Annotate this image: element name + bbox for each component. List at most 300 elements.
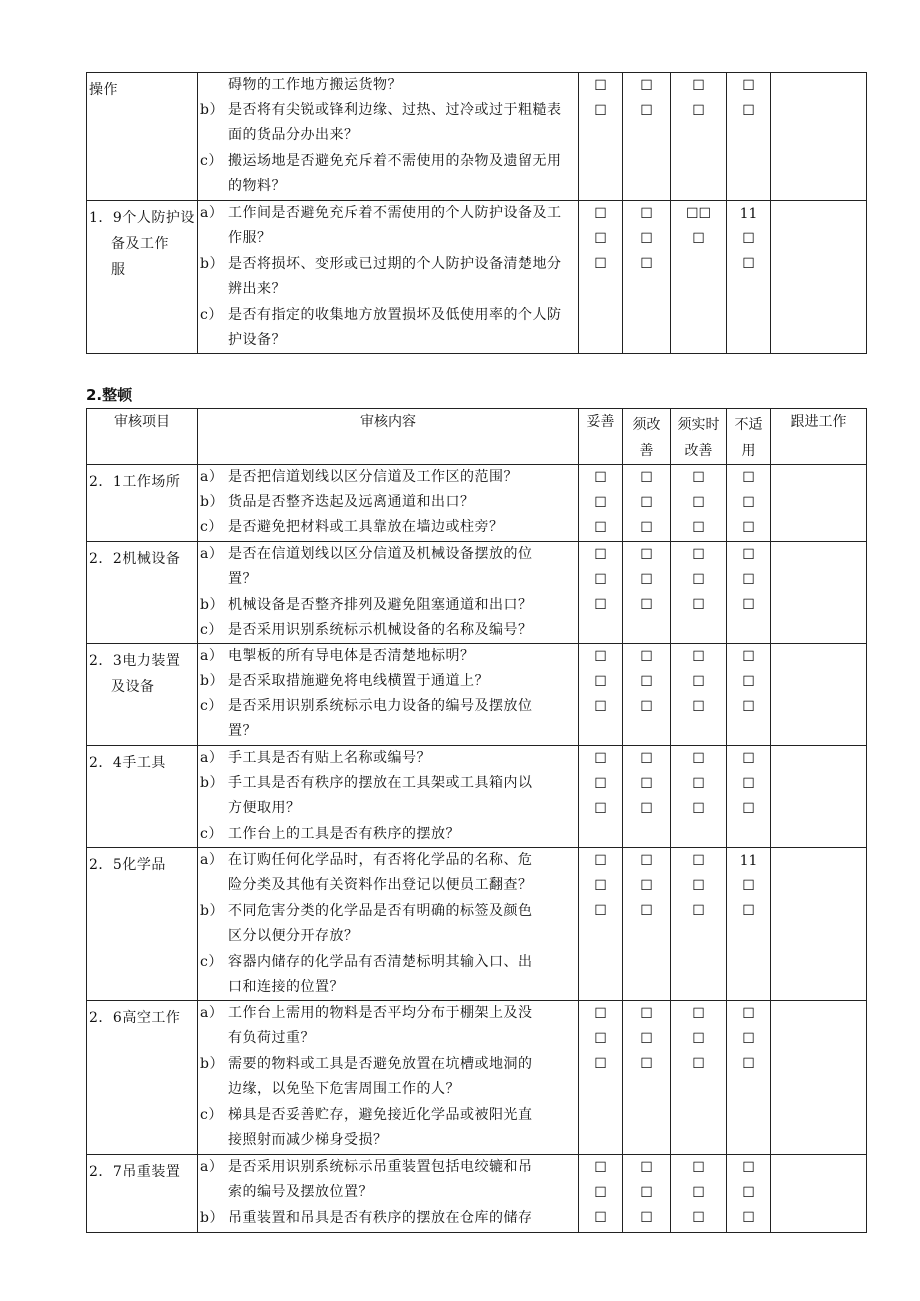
checkbox-immediate-improvement-cell	[671, 542, 727, 644]
checkbox-needs-improvement-cell	[623, 644, 671, 746]
checkbox-ok-cell	[579, 848, 623, 1001]
checkbox-needs-improvement[interactable]: ☐	[640, 547, 653, 563]
checkbox-needs-improvement[interactable]: ☐	[640, 1006, 653, 1022]
checkbox-immediate-improvement[interactable]: ☐	[692, 878, 705, 894]
question-label: c）	[200, 1107, 223, 1123]
checkbox-immediate-improvement[interactable]: ☐	[692, 1031, 705, 1047]
question-label: b）	[200, 494, 224, 510]
audit-question-line	[198, 950, 578, 975]
audit-content	[198, 1155, 579, 1233]
audit-question-line	[198, 123, 578, 148]
checkbox-ok[interactable]: ☐	[594, 674, 607, 690]
checkbox-ok[interactable]: ☐	[594, 649, 607, 665]
checkbox-immediate-improvement-cell	[671, 746, 727, 848]
question-label: c）	[200, 153, 223, 169]
checkbox-needs-improvement-cell	[623, 1155, 671, 1233]
audit-content	[198, 201, 579, 354]
table-row	[87, 542, 867, 644]
audit-item-text: 2．1工作场所	[89, 474, 181, 490]
audit-question-line	[198, 669, 578, 694]
audit-question-line	[198, 924, 578, 949]
audit-question-line	[198, 746, 578, 771]
checkbox-not-applicable[interactable]: ☐	[742, 1031, 755, 1047]
audit-question-line	[198, 1103, 578, 1128]
checkbox-needs-improvement[interactable]: ☐	[640, 853, 653, 869]
question-text: 的物料？	[228, 178, 286, 194]
question-text: 接照射而减少梯身受损？	[228, 1132, 388, 1148]
question-label: b）	[200, 775, 224, 791]
audit-question-line	[198, 1001, 578, 1026]
question-text: 是否采用识别系统标示机械设备的名称及编号？	[228, 622, 533, 638]
follow-up-cell[interactable]	[771, 73, 867, 201]
question-text: 有负荷过重？	[228, 1030, 315, 1046]
question-text: 工作台上需用的物料是否平均分布于棚架上及没	[228, 1005, 533, 1021]
checkbox-ok[interactable]: ☐	[594, 751, 607, 767]
question-text: 口和连接的位置？	[228, 979, 344, 995]
checkbox-ok[interactable]: ☐	[594, 1210, 607, 1226]
header-ok: 妥善	[579, 409, 623, 465]
checkbox-immediate-improvement[interactable]: ☐	[692, 649, 705, 665]
checkbox-ok[interactable]: ☐	[594, 853, 607, 869]
question-text: 需要的物料或工具是否避免放置在坑槽或地洞的	[228, 1056, 533, 1072]
header-need-improve: 须改 善	[623, 409, 671, 465]
checkbox-ok-cell	[579, 465, 623, 542]
audit-question-line	[198, 567, 578, 592]
checkbox-immediate-improvement[interactable]: ☐	[692, 470, 705, 486]
checkbox-ok[interactable]: ☐	[594, 495, 607, 511]
checkbox-needs-improvement[interactable]: ☐	[640, 649, 653, 665]
audit-item	[87, 73, 198, 201]
audit-question-line	[198, 1206, 578, 1231]
checkbox-immediate-improvement-cell	[671, 848, 727, 1001]
checkbox-immediate-improvement[interactable]: ☐	[692, 495, 705, 511]
checkbox-needs-improvement[interactable]: ☐	[640, 103, 653, 119]
checkbox-immediate-improvement[interactable]: ☐	[692, 1056, 705, 1072]
checkbox-needs-improvement[interactable]: ☐	[640, 470, 653, 486]
checkbox-ok[interactable]: ☐	[594, 206, 607, 222]
audit-content	[198, 746, 579, 848]
checkbox-needs-improvement-cell	[623, 1001, 671, 1155]
checkbox-needs-improvement[interactable]: ☐	[640, 1185, 653, 1201]
checkbox-needs-improvement[interactable]: ☐	[640, 206, 653, 222]
checkbox-not-applicable[interactable]: ☐	[742, 903, 755, 919]
checkbox-immediate-improvement[interactable]: ☐	[692, 699, 705, 715]
table-row	[87, 644, 867, 746]
checkbox-needs-improvement-cell	[623, 73, 671, 201]
question-label: a）	[200, 205, 224, 221]
checkbox-immediate-improvement[interactable]: ☐	[692, 1185, 705, 1201]
checkbox-ok[interactable]: ☐	[594, 1185, 607, 1201]
audit-question-line	[198, 694, 578, 719]
audit-question-line	[198, 252, 578, 277]
checkbox-needs-improvement[interactable]: ☐	[640, 78, 653, 94]
question-label: a）	[200, 852, 224, 868]
audit-question-line	[198, 1155, 578, 1180]
checkbox-ok-cell	[579, 746, 623, 848]
audit-question-line	[198, 899, 578, 924]
question-label: b）	[200, 1056, 224, 1072]
question-text: 作服？	[228, 230, 272, 246]
checkbox-immediate-improvement[interactable]: ☐	[692, 597, 705, 613]
checkbox-ok[interactable]: ☐	[594, 878, 607, 894]
audit-question-line	[198, 226, 578, 251]
checkbox-immediate-improvement[interactable]: ☐	[692, 520, 705, 536]
checkbox-needs-improvement-cell	[623, 465, 671, 542]
follow-up-cell[interactable]	[771, 644, 867, 746]
audit-item-text: 2．3电力装置	[89, 653, 181, 669]
audit-content	[198, 848, 579, 1001]
header-content: 审核内容	[198, 409, 579, 465]
checkbox-ok[interactable]: ☐	[594, 1006, 607, 1022]
audit-question-line	[198, 465, 578, 490]
question-text: 工作台上的工具是否有秩序的摆放？	[228, 826, 460, 842]
audit-item-text: 备及工作	[111, 236, 169, 252]
checkbox-needs-improvement[interactable]: ☐	[640, 751, 653, 767]
checkbox-needs-improvement[interactable]: ☐	[640, 1056, 653, 1072]
audit-question-line	[198, 593, 578, 618]
question-text: 在订购任何化学品时，有否将化学品的名称、危	[228, 852, 533, 868]
question-text: 工作间是否避免充斥着不需使用的个人防护设备及工	[228, 205, 562, 221]
question-text: 面的货品分办出来？	[228, 127, 359, 143]
checkbox-needs-improvement[interactable]: ☐	[640, 495, 653, 511]
checkbox-needs-improvement[interactable]: ☐	[640, 903, 653, 919]
question-text: 区分以便分开存放？	[228, 928, 359, 944]
checkbox-ok-cell	[579, 542, 623, 644]
question-text: 是否采取措施避免将电线横置于通道上？	[228, 673, 489, 689]
question-label: c）	[200, 954, 223, 970]
checkbox-immediate-improvement-cell	[671, 644, 727, 746]
question-label: a）	[200, 648, 224, 664]
audit-item	[87, 542, 198, 644]
question-text: 是否有指定的收集地方放置损坏及低使用率的个人防	[228, 307, 562, 323]
checkbox-not-applicable[interactable]: ☐	[742, 776, 755, 792]
checkbox-not-applicable-cell	[727, 746, 771, 848]
checkbox-needs-improvement[interactable]: ☐	[640, 256, 653, 272]
audit-question-line	[198, 796, 578, 821]
header-follow-up: 跟进工作	[771, 409, 867, 465]
table-row	[87, 848, 867, 1001]
question-label: b）	[200, 256, 224, 272]
audit-item	[87, 201, 198, 354]
question-text: 搬运场地是否避免充斥着不需使用的杂物及遗留无用	[228, 153, 562, 169]
checkbox-not-applicable-cell	[727, 1155, 771, 1233]
checkbox-immediate-improvement[interactable]: ☐	[692, 572, 705, 588]
audit-item	[87, 1001, 198, 1155]
checkbox-immediate-improvement[interactable]: ☐	[692, 751, 705, 767]
table-header-row	[87, 409, 867, 465]
question-label: b）	[200, 597, 224, 613]
checkbox-not-applicable[interactable]: ☐	[742, 649, 755, 665]
audit-content	[198, 644, 579, 746]
question-label: c）	[200, 826, 223, 842]
question-text: 梯具是否妥善贮存，避免接近化学品或被阳光直	[228, 1107, 533, 1123]
checkbox-immediate-improvement[interactable]: ☐	[692, 547, 705, 563]
audit-question-line	[198, 719, 578, 744]
audit-item-text: 2．2机械设备	[89, 551, 181, 567]
question-label: b）	[200, 673, 224, 689]
audit-question-line	[198, 1077, 578, 1102]
audit-item-text: 及设备	[111, 679, 155, 695]
header-not-applicable: 不适 用	[727, 409, 771, 465]
checkbox-not-applicable-cell	[727, 201, 771, 354]
audit-item-text: 2．6高空工作	[89, 1010, 181, 1026]
checkbox-not-applicable[interactable]: ☐	[742, 1210, 755, 1226]
checkbox-ok[interactable]: ☐	[594, 78, 607, 94]
question-text: 容器内储存的化学品有否清楚标明其输入口、出	[228, 954, 533, 970]
question-label: a）	[200, 469, 224, 485]
header-item: 审核项目	[87, 409, 198, 465]
checkbox-ok[interactable]: ☐	[594, 1031, 607, 1047]
checkbox-ok-cell	[579, 201, 623, 354]
checkbox-not-applicable[interactable]: ☐	[742, 520, 755, 536]
checkbox-immediate-improvement-cell	[671, 201, 727, 354]
checkbox-needs-improvement[interactable]: ☐	[640, 1160, 653, 1176]
audit-question-line	[198, 873, 578, 898]
section-title: 2.整顿	[86, 386, 133, 404]
checkbox-needs-improvement[interactable]: ☐	[640, 520, 653, 536]
audit-question-line	[198, 771, 578, 796]
follow-up-cell[interactable]	[771, 1155, 867, 1233]
checkbox-needs-improvement[interactable]: ☐	[640, 1031, 653, 1047]
checkbox-needs-improvement[interactable]: ☐	[640, 572, 653, 588]
audit-question-line	[198, 277, 578, 302]
audit-question-line	[198, 848, 578, 873]
checkbox-not-applicable[interactable]: 11	[739, 206, 758, 222]
audit-question-line	[198, 1180, 578, 1205]
table-row	[87, 465, 867, 542]
checkbox-ok[interactable]: ☐	[594, 699, 607, 715]
question-text: 置？	[228, 723, 257, 739]
checkbox-not-applicable[interactable]: ☐	[742, 495, 755, 511]
question-label: b）	[200, 903, 224, 919]
checkbox-immediate-improvement-cell	[671, 1155, 727, 1233]
audit-question-line	[198, 822, 578, 847]
checkbox-not-applicable-cell	[727, 465, 771, 542]
audit-question-line	[198, 618, 578, 643]
checkbox-immediate-improvement[interactable]: ☐	[692, 853, 705, 869]
question-text: 吊重装置和吊具是否有秩序的摆放在仓库的储存	[228, 1210, 533, 1226]
checkbox-immediate-improvement[interactable]: ☐☐	[685, 206, 712, 222]
audit-item-text: 2．7吊重装置	[89, 1164, 181, 1180]
checkbox-not-applicable[interactable]: ☐	[742, 1006, 755, 1022]
checkbox-needs-improvement-cell	[623, 746, 671, 848]
checkbox-not-applicable[interactable]: ☐	[742, 572, 755, 588]
checkbox-needs-improvement[interactable]: ☐	[640, 1210, 653, 1226]
checkbox-ok[interactable]: ☐	[594, 520, 607, 536]
checkbox-not-applicable-cell	[727, 542, 771, 644]
checkbox-ok[interactable]: ☐	[594, 903, 607, 919]
audit-content	[198, 465, 579, 542]
checkbox-not-applicable[interactable]: ☐	[742, 256, 755, 272]
checkbox-ok[interactable]: ☐	[594, 231, 607, 247]
question-text: 手工具是否有贴上名称或编号？	[228, 750, 431, 766]
checkbox-ok[interactable]: ☐	[594, 801, 607, 817]
question-text: 是否避免把材料或工具靠放在墙边或柱旁？	[228, 519, 504, 535]
checkbox-ok[interactable]: ☐	[594, 572, 607, 588]
checkbox-needs-improvement[interactable]: ☐	[640, 699, 653, 715]
audit-table-tidying	[86, 408, 867, 1233]
checkbox-ok[interactable]: ☐	[594, 103, 607, 119]
question-text: 方便取用？	[228, 800, 301, 816]
audit-question-line	[198, 515, 578, 540]
audit-question-line	[198, 1026, 578, 1051]
checkbox-needs-improvement[interactable]: ☐	[640, 776, 653, 792]
checkbox-immediate-improvement-cell	[671, 73, 727, 201]
audit-question-line	[198, 174, 578, 199]
question-label: a）	[200, 1005, 224, 1021]
checkbox-not-applicable[interactable]: ☐	[742, 801, 755, 817]
follow-up-cell[interactable]	[771, 201, 867, 354]
question-label: a）	[200, 1159, 224, 1175]
audit-question-line	[198, 201, 578, 226]
audit-question-line	[198, 644, 578, 669]
audit-item-text: 1．9个人防护设	[89, 210, 195, 226]
checkbox-immediate-improvement[interactable]: ☐	[692, 231, 705, 247]
checkbox-ok[interactable]: ☐	[594, 470, 607, 486]
table-row	[87, 201, 867, 354]
question-text: 索的编号及摆放位置？	[228, 1184, 373, 1200]
checkbox-immediate-improvement[interactable]: ☐	[692, 903, 705, 919]
checkbox-not-applicable[interactable]: ☐	[742, 751, 755, 767]
audit-item	[87, 848, 198, 1001]
follow-up-cell[interactable]	[771, 1001, 867, 1155]
checkbox-not-applicable[interactable]: ☐	[742, 674, 755, 690]
checkbox-needs-improvement-cell	[623, 201, 671, 354]
checkbox-not-applicable-cell	[727, 848, 771, 1001]
checkbox-needs-improvement[interactable]: ☐	[640, 231, 653, 247]
checkbox-immediate-improvement[interactable]: ☐	[692, 674, 705, 690]
checkbox-not-applicable[interactable]: 11	[739, 853, 758, 869]
question-text: 是否将有尖锐或锋利边缘、过热、过冷或过于粗糙表	[228, 102, 562, 118]
question-text: 辨出来？	[228, 281, 286, 297]
audit-question-line	[198, 975, 578, 1000]
table-row	[87, 1001, 867, 1155]
checkbox-not-applicable[interactable]: ☐	[742, 878, 755, 894]
question-text: 边缘，以免坠下危害周围工作的人？	[228, 1081, 460, 1097]
checkbox-not-applicable[interactable]: ☐	[742, 1185, 755, 1201]
checkbox-ok[interactable]: ☐	[594, 597, 607, 613]
checkbox-not-applicable[interactable]: ☐	[742, 597, 755, 613]
audit-item	[87, 465, 198, 542]
question-text: 是否将损坏、变形或已过期的个人防护设备清楚地分	[228, 256, 562, 272]
audit-question-line	[198, 149, 578, 174]
table-row	[87, 1155, 867, 1233]
checkbox-needs-improvement[interactable]: ☐	[640, 674, 653, 690]
question-text: 货品是否整齐迭起及远离通道和出口？	[228, 494, 475, 510]
table-row	[87, 746, 867, 848]
checkbox-not-applicable[interactable]: ☐	[742, 547, 755, 563]
question-text: 险分类及其他有关资料作出登记以便员工翻查？	[228, 877, 533, 893]
checkbox-ok[interactable]: ☐	[594, 1160, 607, 1176]
checkbox-immediate-improvement-cell	[671, 1001, 727, 1155]
audit-question-line	[198, 73, 578, 98]
audit-item-text: 服	[111, 262, 126, 278]
checkbox-immediate-improvement[interactable]: ☐	[692, 1006, 705, 1022]
checkbox-not-applicable[interactable]: ☐	[742, 1056, 755, 1072]
question-text: 电掣板的所有导电体是否清楚地标明？	[228, 648, 475, 664]
header-immediate-improve: 须实时 改善	[671, 409, 727, 465]
checkbox-ok[interactable]: ☐	[594, 256, 607, 272]
checkbox-not-applicable-cell	[727, 73, 771, 201]
audit-question-line	[198, 328, 578, 353]
audit-content	[198, 542, 579, 644]
checkbox-ok[interactable]: ☐	[594, 776, 607, 792]
audit-question-line	[198, 303, 578, 328]
checkbox-not-applicable[interactable]: ☐	[742, 470, 755, 486]
audit-content	[198, 73, 579, 201]
checkbox-not-applicable[interactable]: ☐	[742, 231, 755, 247]
question-label: b）	[200, 102, 224, 118]
checkbox-ok-cell	[579, 644, 623, 746]
question-label: c）	[200, 622, 223, 638]
checkbox-needs-improvement[interactable]: ☐	[640, 801, 653, 817]
question-text: 护设备？	[228, 332, 286, 348]
checkbox-immediate-improvement[interactable]: ☐	[692, 776, 705, 792]
checkbox-immediate-improvement[interactable]: ☐	[692, 1160, 705, 1176]
audit-table-continued	[86, 72, 867, 354]
checkbox-immediate-improvement[interactable]: ☐	[692, 1210, 705, 1226]
question-label: c）	[200, 519, 223, 535]
checkbox-ok[interactable]: ☐	[594, 547, 607, 563]
question-label: a）	[200, 750, 224, 766]
audit-question-line	[198, 1128, 578, 1153]
question-text: 不同危害分类的化学品是否有明确的标签及颜色	[228, 903, 533, 919]
audit-question-line	[198, 98, 578, 123]
follow-up-cell[interactable]	[771, 848, 867, 1001]
checkbox-needs-improvement-cell	[623, 848, 671, 1001]
checkbox-immediate-improvement[interactable]: ☐	[692, 103, 705, 119]
table-row	[87, 73, 867, 201]
checkbox-not-applicable-cell	[727, 1001, 771, 1155]
checkbox-needs-improvement[interactable]: ☐	[640, 878, 653, 894]
checkbox-ok[interactable]: ☐	[594, 1056, 607, 1072]
checkbox-not-applicable[interactable]: ☐	[742, 78, 755, 94]
audit-content	[198, 1001, 579, 1155]
audit-item	[87, 1155, 198, 1233]
checkbox-immediate-improvement-cell	[671, 465, 727, 542]
audit-item	[87, 644, 198, 746]
question-text: 是否采用识别系统标示电力设备的编号及摆放位	[228, 698, 533, 714]
question-label: b）	[200, 1210, 224, 1226]
follow-up-cell[interactable]	[771, 465, 867, 542]
checkbox-not-applicable[interactable]: ☐	[742, 699, 755, 715]
question-text: 手工具是否有秩序的摆放在工具架或工具箱内以	[228, 775, 533, 791]
checkbox-ok-cell	[579, 1155, 623, 1233]
audit-item	[87, 746, 198, 848]
audit-item-text: 2．5化学品	[89, 857, 166, 873]
checkbox-immediate-improvement[interactable]: ☐	[692, 801, 705, 817]
audit-question-line	[198, 490, 578, 515]
question-text: 碍物的工作地方搬运货物？	[228, 77, 402, 93]
checkbox-ok-cell	[579, 73, 623, 201]
question-text: 机械设备是否整齐排列及避免阻塞通道和出口？	[228, 597, 533, 613]
audit-question-line	[198, 542, 578, 567]
audit-item-text: 操作	[89, 82, 118, 98]
question-text: 是否采用识别系统标示吊重装置包括电绞辘和吊	[228, 1159, 533, 1175]
checkbox-ok-cell	[579, 1001, 623, 1155]
audit-question-line	[198, 1052, 578, 1077]
checkbox-immediate-improvement[interactable]: ☐	[692, 78, 705, 94]
question-text: 是否把信道划线以区分信道及工作区的范围？	[228, 469, 518, 485]
follow-up-cell[interactable]	[771, 746, 867, 848]
question-text: 是否在信道划线以区分信道及机械设备摆放的位	[228, 546, 533, 562]
question-label: c）	[200, 698, 223, 714]
checkbox-not-applicable[interactable]: ☐	[742, 103, 755, 119]
checkbox-needs-improvement[interactable]: ☐	[640, 597, 653, 613]
question-label: a）	[200, 546, 224, 562]
checkbox-not-applicable[interactable]: ☐	[742, 1160, 755, 1176]
follow-up-cell[interactable]	[771, 542, 867, 644]
